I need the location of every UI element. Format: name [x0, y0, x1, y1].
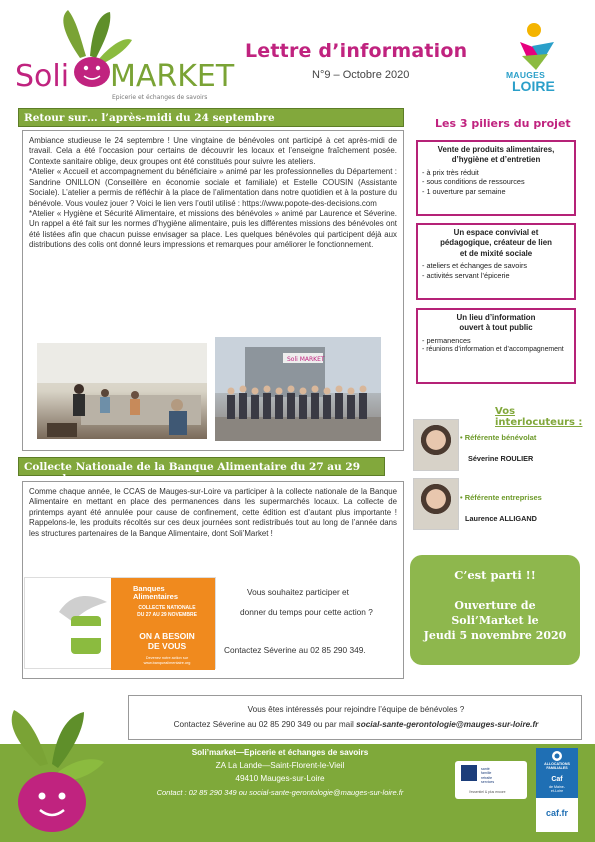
volunteer-callout-line-1: Vous êtes intéressés pour rejoindre l’équipe de bénévoles ?	[247, 705, 465, 714]
pillar-2	[416, 223, 576, 300]
can-illustration	[57, 592, 109, 656]
caf-emblem-icon	[549, 750, 565, 762]
avatar-laurence	[413, 478, 459, 530]
caf-website: caf.fr	[545, 808, 568, 818]
banner-line-2: DU 27 AU 29 NOVEMBRE	[137, 612, 197, 618]
pillar-3-heading-line-2: ouvert à tout public	[459, 323, 533, 333]
caf-region-line-2: et-Loire	[550, 789, 564, 794]
banner-line-4: DE VOUS	[147, 641, 187, 651]
pillar-2-heading	[422, 228, 570, 259]
announcement-line-3: Soli’Market le	[451, 614, 539, 627]
cta-line-3: Contactez Séverine au 02 85 290 349.	[224, 645, 366, 655]
brand-market: MARKET	[110, 59, 235, 94]
workshop-photo	[37, 343, 207, 439]
announcement-line-4: Jeudi 5 novembre 2020	[423, 629, 567, 642]
volunteer-callout-line-2	[129, 720, 583, 729]
banner-line-5: Devenez notre action sur	[145, 656, 189, 660]
banque-alimentaire-banner	[24, 577, 216, 669]
caf-region-line-1: de Maine-	[549, 785, 565, 789]
brand-tagline: Epicerie et échanges de savoirs	[112, 94, 208, 101]
banner-org-2: Alimentaires	[133, 592, 179, 601]
footer-contact: Contact : 02 85 290 349 ou social-sante-gerontologie@mauges-sur-loire.fr	[156, 788, 404, 797]
svg-text:Soli MARKET: Soli MARKET	[287, 356, 325, 363]
contact-name-1: Séverine ROULIER	[468, 454, 534, 463]
pillar-1-heading-line-1: Vente de produits alimentaires,	[437, 145, 555, 154]
pillar-1-heading-line-2: d’hygiène et d’entretien	[451, 155, 541, 165]
announcement-line-1: C’est parti !!	[454, 568, 536, 582]
pillar-2-heading-line-1: Un espace convivial et	[453, 228, 539, 237]
article1-paragraph-2: *Atelier « Accueil et accompagnement du bénéficiaire » animé par les professionnelles du Département : Sandrine ONILLON (Conseillère en économie sociale et familiale) et Estelle COUSIN (Assistante Sociale). L’atelier a permis de réfléchir à la place de l’alimentation dans notre quotidien et à la posture du bénévole. Vous voulez jouer ? Voici le lien vers l’outil utilisé : https://www.popote-des-decisions.com	[29, 167, 397, 208]
opening-announcement	[410, 555, 580, 665]
banner-line-6: www.banquealimentaire.org	[143, 661, 191, 665]
beet-mascot-illustration	[0, 706, 110, 842]
avatar-severine	[413, 419, 459, 471]
pillar-1-point: - sous conditions de ressources	[422, 177, 525, 187]
cta-line-2: donner du temps pour cette action ?	[240, 607, 373, 617]
group-photo	[215, 337, 381, 441]
caf-label-line-1: ALLOCATIONS	[544, 762, 570, 766]
article1-paragraph-3: *Atelier « Hygiène et Sécurité Alimentaire, et missions des bénévoles » animé par Laurence et Séverine. Un rappel a été fait sur les normes d’hygiène alimentaire, puis les différentes missions des bénévoles ont été listées afin que chacun puisse envisager sa place. Les quelques bénévoles qui participent déjà aux distributions des colis ont donné leurs impressions et remarques pour améliorer le fonctionnement.	[29, 208, 397, 250]
caf-partner-logo	[536, 748, 578, 832]
banner-line-3: ON A BESOIN	[139, 631, 195, 641]
pillar-1-point: - à prix très réduit	[422, 167, 479, 177]
mauges-text-line1: MAUGES	[506, 70, 546, 80]
msa-tagline: l’essentiel & plus encore	[469, 790, 506, 794]
solimarket-logo	[10, 6, 235, 106]
pillar-2-point: - activités servant l’épicerie	[422, 270, 510, 280]
contact-name-2: Laurence ALLIGAND	[465, 514, 537, 523]
pillar-2-heading-line-3: et de mixité sociale	[459, 248, 533, 258]
pillar-3-heading-line-1: Un lieu d’information	[456, 313, 536, 322]
pillar-3-heading	[422, 313, 570, 334]
pillar-1-heading	[422, 145, 570, 166]
article1-heading: Retour sur… l’après-midi du 24 septembre	[18, 108, 404, 127]
issue-number: N°9 – Octobre 2020	[312, 69, 410, 81]
pillar-2-point: - ateliers et échanges de savoirs	[422, 260, 528, 270]
banner-org-1: Banques	[133, 584, 165, 593]
volunteer-callout-prefix: Contactez Séverine au 02 85 290 349 ou par mail	[173, 720, 357, 729]
volunteer-email-link[interactable]: social-sante-gerontologie@mauges-sur-loire.fr	[356, 720, 539, 729]
contact-role-1: • Référente bénévolat	[460, 433, 537, 442]
article1-paragraph-1: Ambiance studieuse le 24 septembre ! Une vingtaine de bénévoles ont participé à cet après-midi de travail. Cela a été l’occasion pour certains de découvrir les locaux et l’enseigne fraîchement posée. Contexte sanitaire oblige, deux groupes ont été constitués pour suivre les ateliers.	[29, 136, 397, 166]
caf-blue-panel	[536, 748, 578, 798]
banner-line-1: COLLECTE NATIONALE	[138, 605, 196, 611]
mauges-text-line2: LOIRE	[512, 78, 555, 94]
msa-partner-logo	[455, 761, 527, 799]
msa-word-3: retraite	[481, 775, 493, 780]
footer-address-2: 49410 Mauges-sur-Loire	[235, 774, 325, 783]
msa-word-2: famille	[481, 771, 492, 776]
msa-word-1: santé	[481, 767, 490, 771]
brand-soli: Soli	[15, 59, 70, 94]
msa-logo-mark	[461, 765, 477, 781]
article2-heading: Collecte Nationale de la Banque Alimentaire du 27 au 29 novembre	[18, 457, 385, 476]
pillar-1	[416, 140, 576, 216]
contact-role-2: • Référente entreprises	[460, 493, 542, 502]
msa-logo-words	[481, 767, 494, 784]
caf-name: Caf	[551, 776, 563, 783]
cta-line-1: Vous souhaitez participer et	[247, 587, 349, 597]
newsletter-title: Lettre d’information	[245, 40, 468, 62]
article2-paragraph: Comme chaque année, le CCAS de Mauges-sur-Loire va participer à la collecte nationale de la Banque Alimentaire en mettant en place des permanences dans les supermarchés locaux. La collecte de printemps ayant été annulée pour cause de confinement, cette édition est d’autant plus importante ! Rappelons-le, les produits récoltés sur ces deux journées sont redistribués tout au long de l’année dans les structures partenaires de la Banque Alimentaire, dont Soli’Market !	[29, 487, 397, 538]
pillar-3-point: - réunions d’information et d’accompagnement	[422, 346, 564, 354]
pillar-1-point: - 1 ouverture par semaine	[422, 187, 506, 197]
caf-label	[536, 762, 578, 771]
pillar-3	[416, 308, 576, 384]
footer-org: Soli’market—Epicerie et échanges de savoirs	[191, 748, 369, 757]
caf-region	[536, 785, 578, 794]
pillar-3-point: - permanences	[422, 335, 471, 345]
footer-address-1: ZA La Lande—Saint-Florent-le-Vieil	[215, 761, 345, 770]
pillar-2-heading-line-2: pédagogique, créateur de lien	[440, 238, 552, 248]
volunteer-callout	[128, 695, 582, 740]
caf-label-line-2: FAMILIALES	[546, 766, 568, 771]
announcement-line-2: Ouverture de	[454, 599, 536, 612]
piliers-title: Les 3 piliers du projet	[435, 117, 571, 130]
contacts-title: Vos interlocuteurs :	[495, 406, 583, 428]
msa-word-4: services	[481, 779, 495, 784]
